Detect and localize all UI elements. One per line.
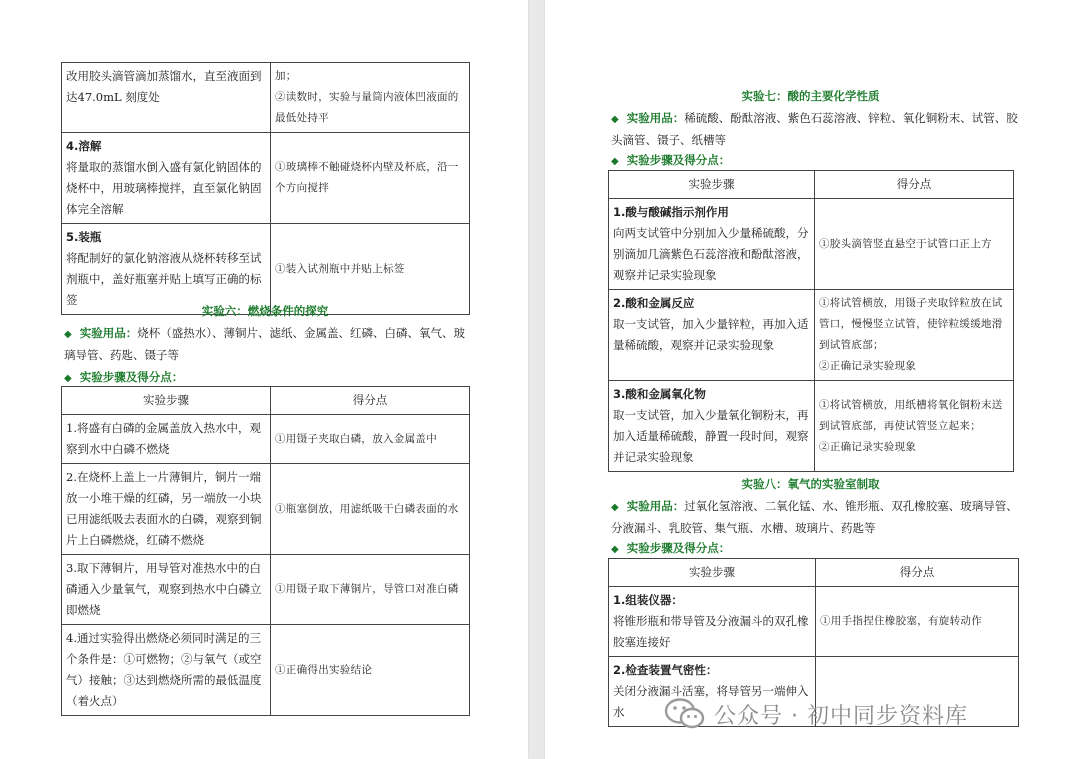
step-cell — [62, 625, 271, 716]
table-continued — [61, 62, 470, 315]
step-cell — [62, 415, 271, 464]
watermark-text: 公众号 · 初中同步资料库 — [714, 703, 968, 729]
diamond-bullet-icon: ◆ — [64, 373, 72, 384]
step-title: 5.装瓶 — [66, 230, 102, 244]
step-text: 取一支试管，加入少量锌粒，再加入适量稀硫酸，观察并记录实验现象 — [613, 317, 809, 352]
section-title-experiment-8: 实验八：氧气的实验室制取 — [741, 477, 880, 491]
materials-text: 稀硫酸、酚酞溶液、紫色石蕊溶液、锌粒、氧化铜粉末、试管、胶头滴管、镊子、纸槽等 — [611, 111, 1018, 147]
steps-heading-8 — [611, 538, 1023, 560]
score-point-cell — [271, 555, 470, 625]
table-row — [62, 625, 470, 716]
step-cell — [62, 464, 271, 555]
table-row — [62, 555, 470, 625]
step-title: 2.酸和金属反应 — [613, 296, 695, 310]
watermark — [664, 697, 968, 731]
table-row — [62, 133, 470, 224]
step-cell — [609, 199, 815, 290]
step-title: 1.组装仪器： — [613, 593, 683, 607]
step-cell — [609, 290, 815, 381]
step-text: 改用胶头滴管滴加蒸馏水，直至液面到达47.0mL 刻度处 — [66, 69, 262, 104]
materials-label: 实验用品： — [79, 326, 138, 340]
step-title: 2.检查装置气密性： — [613, 663, 718, 677]
diamond-bullet-icon: ◆ — [611, 156, 619, 167]
score-point-text: ①胶头滴管竖直悬空于试管口正上方 — [819, 237, 992, 250]
steps-heading-7 — [611, 150, 1023, 172]
column-header-points: 得分点 — [816, 559, 1019, 587]
step-title: 1.酸与酸碱指示剂作用 — [613, 205, 729, 219]
step-text: 1.将盛有白磷的金属盖放入热水中，观察到水中白磷不燃烧 — [66, 421, 261, 456]
step-text: 取一支试管，加入少量氧化铜粉末，再加入适量稀硫酸，静置一段时间，观察并记录实验现象 — [613, 408, 809, 464]
score-point-text: ②读数时，实验与量筒内液体凹液面的最低处持平 — [275, 91, 459, 124]
score-point-cell — [271, 625, 470, 716]
step-cell — [609, 381, 815, 472]
diamond-bullet-icon: ◆ — [64, 329, 72, 340]
score-point-text: ①用镊子夹取白磷，放入金属盖中 — [275, 432, 437, 445]
step-text: 向两支试管中分别加入少量稀硫酸，分别滴加几滴紫色石蕊溶液和酚酞溶液，观察并记录实验现象 — [613, 226, 809, 282]
score-point-cell — [271, 133, 470, 224]
table-row — [62, 415, 470, 464]
table-row — [609, 381, 1014, 472]
section-title-experiment-7: 实验七：酸的主要化学性质 — [741, 89, 880, 103]
step-cell — [62, 224, 271, 315]
score-point-text: ①将试管横放，用纸槽将氧化铜粉末送到试管底部，再使试管竖立起来； — [819, 398, 1003, 432]
table-experiment-6 — [61, 386, 470, 716]
materials-text: 过氧化氢溶液、二氧化锰、水、锥形瓶、双孔橡胶塞、玻璃导管、分液漏斗、乳胶管、集气瓶、水槽、玻璃片、药匙等 — [611, 499, 1018, 535]
score-point-cell — [815, 199, 1014, 290]
score-point-text: ②正确记录实验现象 — [819, 440, 917, 453]
diamond-bullet-icon: ◆ — [611, 502, 619, 513]
steps-label: 实验步骤及得分点： — [79, 370, 184, 384]
step-text: 将锥形瓶和带导管及分液漏斗的双孔橡胶塞连接好 — [613, 614, 809, 649]
materials-label: 实验用品： — [626, 499, 685, 513]
wechat-icon — [664, 697, 706, 731]
score-point-text: ①正确得出实验结论 — [275, 663, 373, 676]
table-row — [609, 199, 1014, 290]
table-row — [609, 587, 1019, 657]
score-point-cell — [816, 587, 1019, 657]
score-point-text: ①用手指捏住橡胶塞，有旋转动作 — [820, 615, 982, 627]
step-text: 4.通过实验得出燃烧必须同时满足的三个条件是：①可燃物；②与氧气（或空气）接触；③达到燃烧所需的最低温度（着火点） — [66, 631, 262, 708]
diamond-bullet-icon: ◆ — [611, 544, 619, 555]
step-text: 3.取下薄铜片，用导管对准热水中的白磷通入少量氧气，观察到热水中白磷立即燃烧 — [66, 561, 262, 617]
score-point-cell — [815, 290, 1014, 381]
step-text: 将量取的蒸馏水倒入盛有氯化钠固体的烧杯中，用玻璃棒搅拌，直至氯化钠固体完全溶解 — [66, 160, 262, 216]
score-point-text: ①瓶塞倒放，用滤纸吸干白磷表面的水 — [275, 502, 459, 515]
score-point-cell — [815, 381, 1014, 472]
step-title: 3.酸和金属氧化物 — [613, 387, 706, 401]
table-row — [609, 290, 1014, 381]
step-text: 关闭分液漏斗活塞，将导管另一端伸入水 — [613, 684, 809, 719]
column-header-steps: 实验步骤 — [62, 387, 271, 415]
step-cell — [62, 133, 271, 224]
score-point-text: ①装入试剂瓶中并贴上标签 — [275, 262, 405, 275]
column-header-steps: 实验步骤 — [609, 559, 816, 587]
step-cell — [62, 63, 271, 133]
materials-paragraph-7 — [611, 108, 1023, 151]
column-header-points: 得分点 — [815, 171, 1014, 199]
step-cell — [62, 555, 271, 625]
score-point-text: ①玻璃棒不触碰烧杯内壁及杯底，沿一个方向搅拌 — [275, 161, 459, 194]
left-page — [0, 0, 528, 759]
score-point-text: ②正确记录实验现象 — [819, 360, 917, 372]
step-cell — [609, 587, 816, 657]
step-text: 2.在烧杯上盖上一片薄铜片，铜片一端放一小堆干燥的红磷，另一端放一小块已用滤纸吸去表面水的白磷，观察到铜片上白磷燃烧，红磷不燃烧 — [66, 470, 262, 547]
score-point-cell — [271, 224, 470, 315]
table-row — [62, 224, 470, 315]
materials-label: 实验用品： — [626, 111, 685, 125]
score-point-cell — [271, 464, 470, 555]
step-title: 4.溶解 — [66, 139, 102, 153]
right-page — [545, 0, 1080, 759]
steps-label: 实验步骤及得分点： — [626, 541, 731, 555]
score-point-text: 加； — [275, 70, 297, 82]
score-point-cell — [271, 415, 470, 464]
steps-label: 实验步骤及得分点： — [626, 153, 731, 167]
materials-paragraph-8 — [611, 496, 1023, 539]
step-text: 将配制好的氯化钠溶液从烧杯转移至试剂瓶中，盖好瓶塞并贴上填写正确的标签 — [66, 251, 262, 307]
table-experiment-7 — [608, 170, 1014, 472]
section-title-experiment-6: 实验六：燃烧条件的探究 — [201, 304, 329, 318]
diamond-bullet-icon: ◆ — [611, 114, 619, 125]
table-row — [62, 63, 470, 133]
score-point-cell — [271, 63, 470, 133]
materials-text: 烧杯（盛热水）、薄铜片、滤纸、金属盖、红磷、白磷、氧气、玻璃导管、药匙、镊子等 — [64, 326, 465, 362]
score-point-text: ①用镊子取下薄铜片，导管口对准白磷 — [275, 583, 459, 595]
column-header-steps: 实验步骤 — [609, 171, 815, 199]
materials-paragraph-6 — [64, 323, 474, 366]
table-row — [62, 464, 470, 555]
score-point-text: ①将试管横放，用镊子夹取锌粒放在试管口，慢慢竖立试管，使锌粒缓缓地滑到试管底部； — [819, 297, 1003, 351]
column-header-points: 得分点 — [271, 387, 470, 415]
